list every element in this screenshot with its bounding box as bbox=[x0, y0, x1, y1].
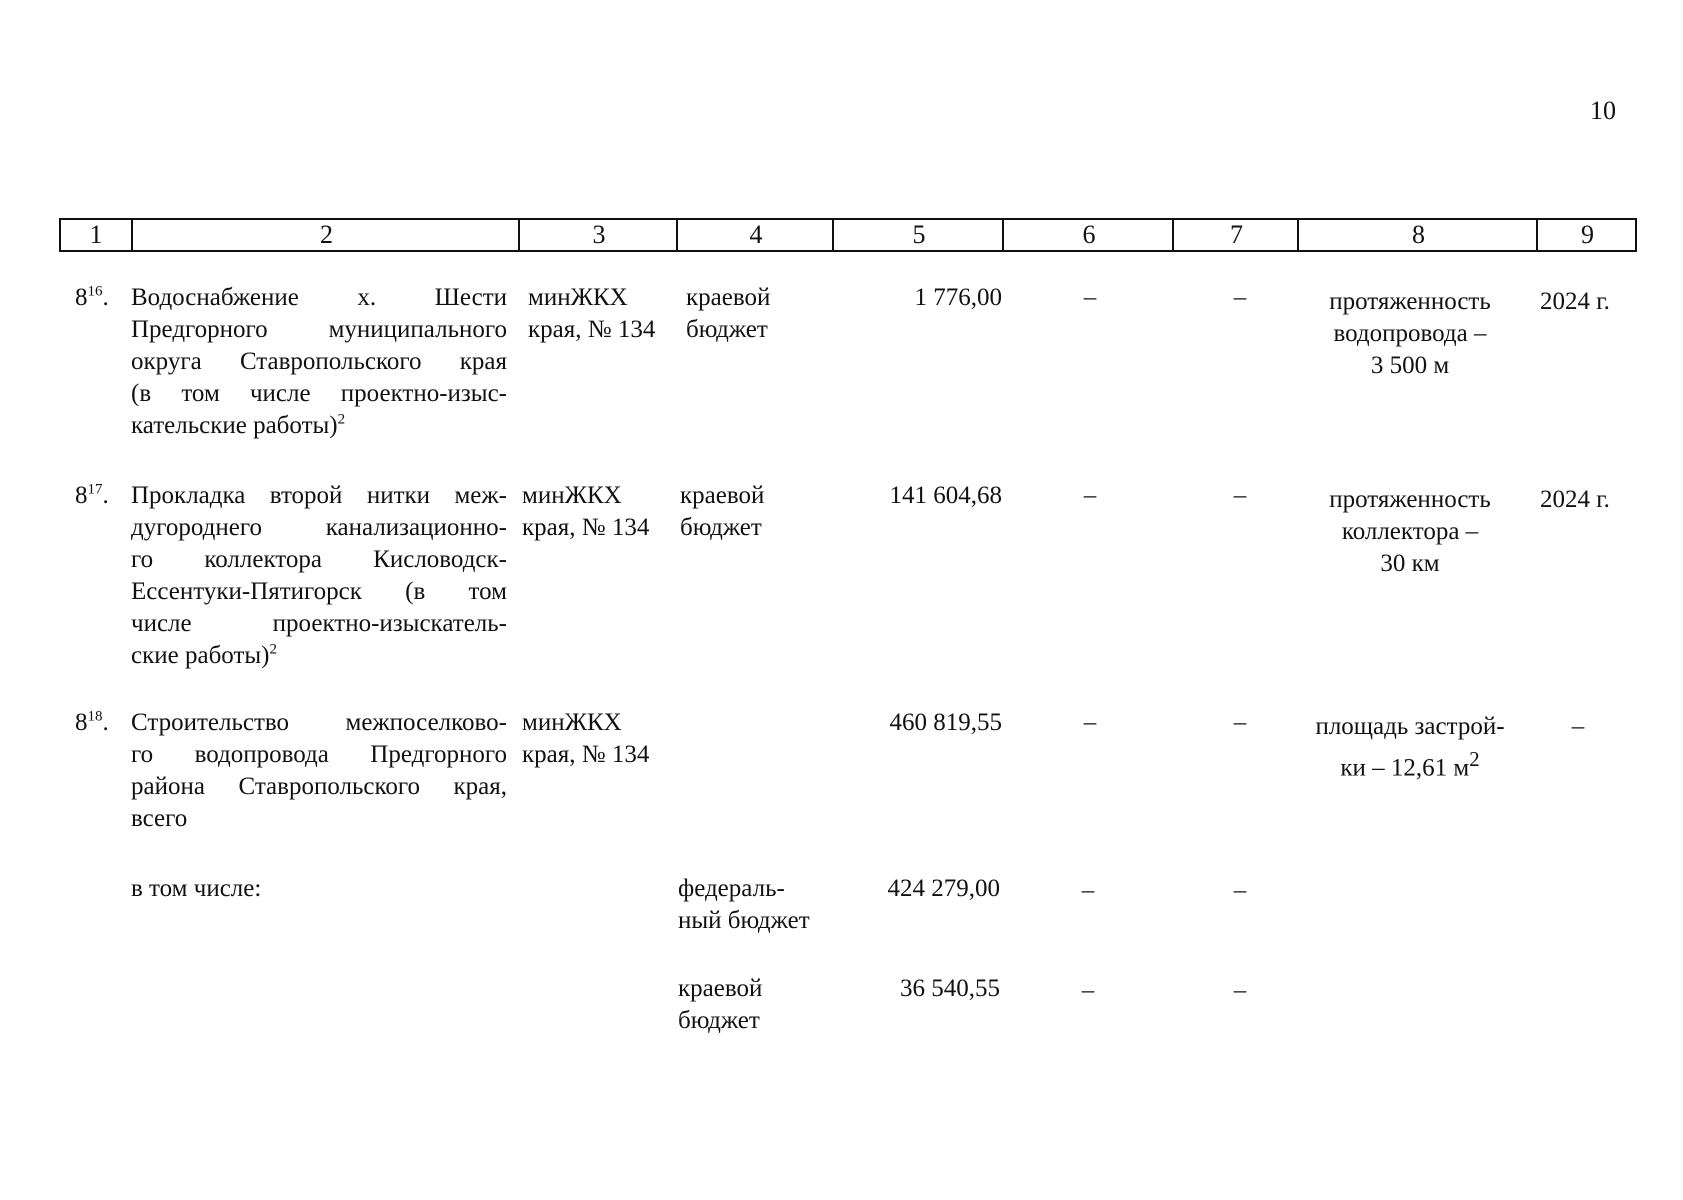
col7-value: – bbox=[1233, 977, 1247, 1004]
header-col-6: 6 bbox=[1002, 220, 1174, 250]
amount: 424 279,00 bbox=[887, 875, 1000, 902]
row-description: Строительство межпоселково- го водопровода Предгорного района Ставропольского края, всего bbox=[131, 709, 507, 832]
funding-source: краевой бюджет bbox=[680, 482, 765, 541]
header-col-4: 4 bbox=[676, 220, 834, 250]
header-col-9: 9 bbox=[1536, 220, 1637, 250]
header-col-8: 8 bbox=[1297, 220, 1538, 250]
page-number: 10 bbox=[1590, 96, 1616, 125]
col7-value: – bbox=[1233, 284, 1247, 311]
subrow-label: в том числе: bbox=[131, 875, 262, 902]
header-col-7: 7 bbox=[1172, 220, 1299, 250]
funding-source: краевой бюджет bbox=[686, 284, 771, 343]
year: 2024 г. bbox=[1540, 288, 1610, 315]
row-description: Водоснабжение х. Шести Предгорного муниципального округа Ставропольского края (в том числе проектно-изыс- кательские работы)$^2$ bbox=[131, 284, 507, 439]
col7-value: – bbox=[1233, 482, 1247, 509]
responsible-executor: минЖКХ края, № 134 bbox=[522, 482, 650, 541]
column-number-header bbox=[59, 218, 1637, 252]
year: 2024 г. bbox=[1540, 486, 1610, 513]
col7-value: – bbox=[1233, 877, 1247, 904]
row-number: $8^{17}$. bbox=[75, 481, 109, 509]
header-col-2: 2 bbox=[131, 220, 520, 250]
amount: 1 776,00 bbox=[914, 284, 1002, 311]
col6-value: – bbox=[1083, 709, 1097, 736]
indicator: площадь застрой- ки – 12,61 $м^2$ bbox=[1315, 713, 1505, 782]
col6-value: – bbox=[1083, 284, 1097, 311]
col6-value: – bbox=[1083, 482, 1097, 509]
funding-source: федераль- ный бюджет bbox=[678, 875, 810, 934]
funding-source: краевой бюджет bbox=[678, 975, 763, 1034]
year: – bbox=[1571, 713, 1585, 740]
row-description: Прокладка второй нитки меж- дугороднего канализационно- го коллектора Кисловодск- Ессентуки-Пятигорск (в том числе проектно-изыскатель- ские работы)$^2$ bbox=[131, 482, 507, 669]
amount: 141 604,68 bbox=[889, 482, 1002, 509]
row-number: $8^{18}$. bbox=[75, 708, 109, 736]
row-number: $8^{16}$. bbox=[75, 283, 109, 311]
col7-value: – bbox=[1233, 709, 1247, 736]
responsible-executor: минЖКХ края, № 134 bbox=[528, 284, 656, 343]
indicator: протяженность водопровода – 3 500 м bbox=[1329, 288, 1491, 379]
col6-value: – bbox=[1081, 977, 1095, 1004]
responsible-executor: минЖКХ края, № 134 bbox=[522, 709, 650, 768]
amount: 460 819,55 bbox=[889, 709, 1002, 736]
col6-value: – bbox=[1081, 877, 1095, 904]
header-col-3: 3 bbox=[518, 220, 678, 250]
header-col-5: 5 bbox=[832, 220, 1004, 250]
amount: 36 540,55 bbox=[900, 975, 1000, 1002]
header-col-1: 1 bbox=[89, 220, 103, 249]
indicator: протяженность коллектора – 30 км bbox=[1329, 486, 1491, 577]
